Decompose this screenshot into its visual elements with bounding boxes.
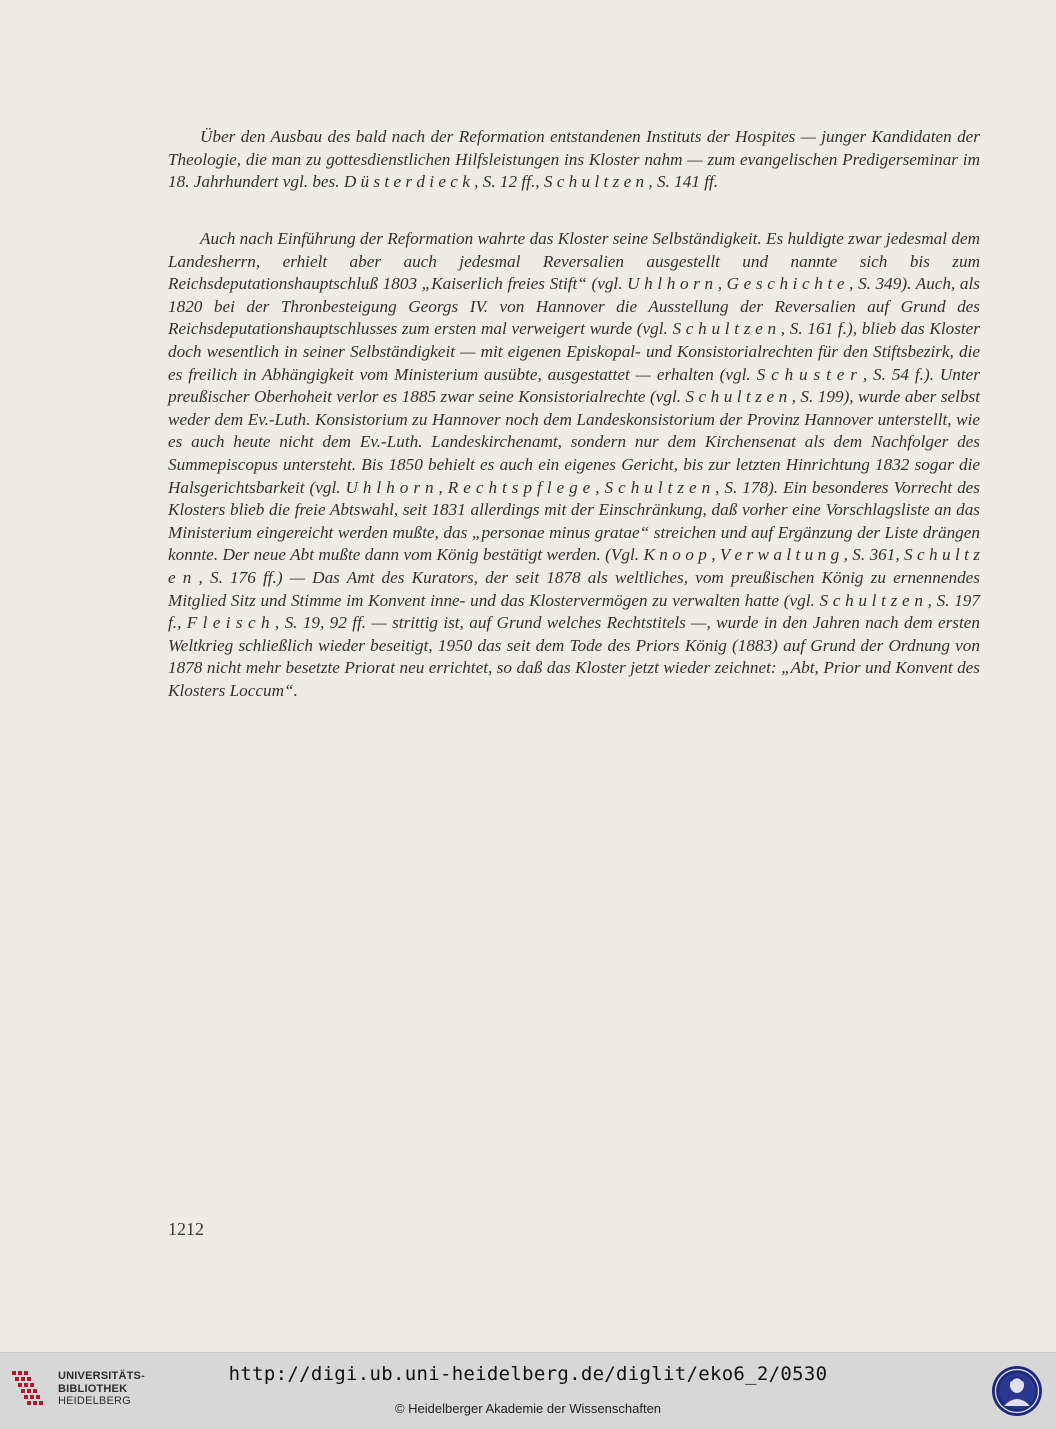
university-seal-icon[interactable] [990,1364,1044,1418]
copyright-notice: © Heidelberger Akademie der Wissenschaften [394,1401,662,1416]
footnote-block [168,126,980,194]
main-text-block [168,228,980,702]
footer-bar [0,1352,1056,1429]
paragraph-reformation: Auch nach Einführung der Reformation wahrte das Kloster seine Selbständigkeit. Es huldigte zwar jedesmal dem Landesherrn, erhielt aber auch jedesmal Reversalien ausgestellt und nannte sich bis zum Reichsdeputationshauptschluß 1803 „Kaiserlich freies Stift“ (vgl. U h l h o r n , G e s c h i c h t e , S. 349). Auch, als 1820 bei der Thronbesteigung Georgs IV. von Hannover die Ausstellung der Reversalien auf Grund des Reichsdeputationshauptschlusses zum ersten mal verweigert wurde (vgl. S c h u l t z e n , S. 161 f.), blieb das Kloster doch wesentlich in seiner Selbständigkeit — mit eigenen Episkopal- und Konsistorialrechten für den Stiftsbezirk, die es freilich in Abhängigkeit vom Ministerium ausübte, ausgestattet — erhalten (vgl. S c h u s t e r , S. 54 f.). Unter preußischer Oberhoheit verlor es 1885 zwar seine Konsistorialrechte (vgl. S c h u l t z e n , S. 199), wurde aber selbst weder dem Ev.-Luth. Konsistorium zu Hannover noch dem Landeskonsistorium der Provinz Hannover unterstellt, wie es auch heute nicht dem Ev.-Luth. Landeskirchenamt, sondern nur dem Kirchensenat als dem Nachfolger des Summepiscopus untersteht. Bis 1850 behielt es auch ein eigenes Gericht, bis zur letzten Hinrichtung 1832 sogar die Halsgerichtsbarkeit (vgl. U h l h o r n , R e c h t s p f l e g e , S c h u l t z e n , S. 178). Ein besonderes Vorrecht des Klosters blieb die freie Abtswahl, seit 1831 allerdings mit der Einschränkung, daß vorher eine Vorschlagsliste an das Ministerium eingereicht werden mußte, das „personae minus gratae“ streichen und auf Ergänzung der Liste drängen konnte. Der neue Abt mußte dann vom König bestätigt werden. (Vgl. K n o o p , V e r w a l t u n g , S. 361, S c h u l t z e n , S. 176 ff.) — Das Amt des Kurators, der seit 1878 als weltliches, vom preußischen König zu ernennendes Mitglied Sitz und Stimme im Konvent inne- und das Klostervermögen zu verwalten hatte (vgl. S c h u l t z e n , S. 197 f., F l e i s c h , S. 19, 92 ff. — strittig ist, auf Grund welches Rechtstitels —, wurde in den Jahren nach dem ersten Weltkrieg schließlich wieder beseitigt, 1950 das seit dem Tode des Priors König (1883) auf Grund der Ordnung von 1878 nicht mehr besetzte Priorat neu errichtet, so daß das Kloster jetzt wieder zeichnet: „Abt, Prior und Konvent des Klosters Loccum“. [168,229,980,700]
logo-line-2: BIBLIOTHEK [58,1382,128,1395]
paragraph-hospites: Über den Ausbau des bald nach der Reformation entstandenen Instituts der Hospites — junger Kandidaten der Theologie, die man zu gottesdienstlichen Hilfsleistungen ins Kloster nahm — zum evangelischen Predigerseminar im 18. Jahrhundert vgl. bes. D ü s t e r d i e c k , S. 12 ff., S c h u l t z e n , S. 141 ff. [168,127,980,192]
logo-line-1: UNIVERSITÄTS- [58,1370,145,1382]
permalink-url[interactable]: http://digi.ub.uni-heidelberg.de/diglit/eko6_2/0530 [228,1363,828,1385]
page-number: 1212 [168,1219,204,1239]
logo-line-3: HEIDELBERG [58,1395,131,1407]
